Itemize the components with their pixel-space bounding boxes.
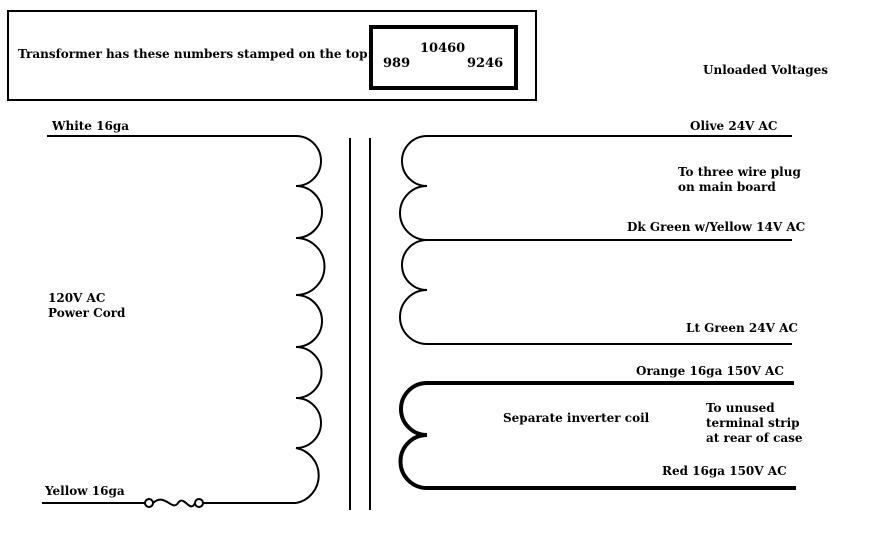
fuse-symbol bbox=[145, 499, 203, 507]
white-lead-label: White 16ga bbox=[52, 119, 129, 133]
secondary-coil bbox=[400, 136, 427, 344]
stamp-number-right: 9246 bbox=[467, 56, 504, 71]
lt-green-lead-label: Lt Green 24V AC bbox=[686, 321, 798, 335]
plug-note-line1: To three wire plug bbox=[678, 165, 801, 179]
olive-lead-label: Olive 24V AC bbox=[690, 119, 778, 133]
power-cord-label: Power Cord bbox=[48, 306, 126, 320]
inverter-note-line1: To unused bbox=[706, 401, 775, 415]
orange-lead-label: Orange 16ga 150V AC bbox=[636, 364, 784, 378]
dk-green-lead-label: Dk Green w/Yellow 14V AC bbox=[627, 220, 806, 234]
stamp-note: Transformer has these numbers stamped on the top: bbox=[18, 47, 373, 61]
inverter-coil bbox=[401, 383, 428, 488]
inverter-note-line3: at rear of case bbox=[706, 431, 803, 445]
primary-coil bbox=[296, 136, 325, 503]
inverter-coil-label: Separate inverter coil bbox=[503, 411, 650, 425]
yellow-lead-label: Yellow 16ga bbox=[45, 484, 125, 498]
input-voltage-label: 120V AC bbox=[48, 291, 106, 305]
plug-note-line2: on main board bbox=[678, 180, 776, 194]
inverter-note-line2: terminal strip bbox=[706, 416, 800, 430]
red-lead-label: Red 16ga 150V AC bbox=[662, 464, 787, 478]
stamp-number-top: 10460 bbox=[420, 41, 466, 56]
unloaded-voltages-heading: Unloaded Voltages bbox=[703, 63, 828, 77]
stamp-number-left: 989 bbox=[383, 56, 411, 71]
